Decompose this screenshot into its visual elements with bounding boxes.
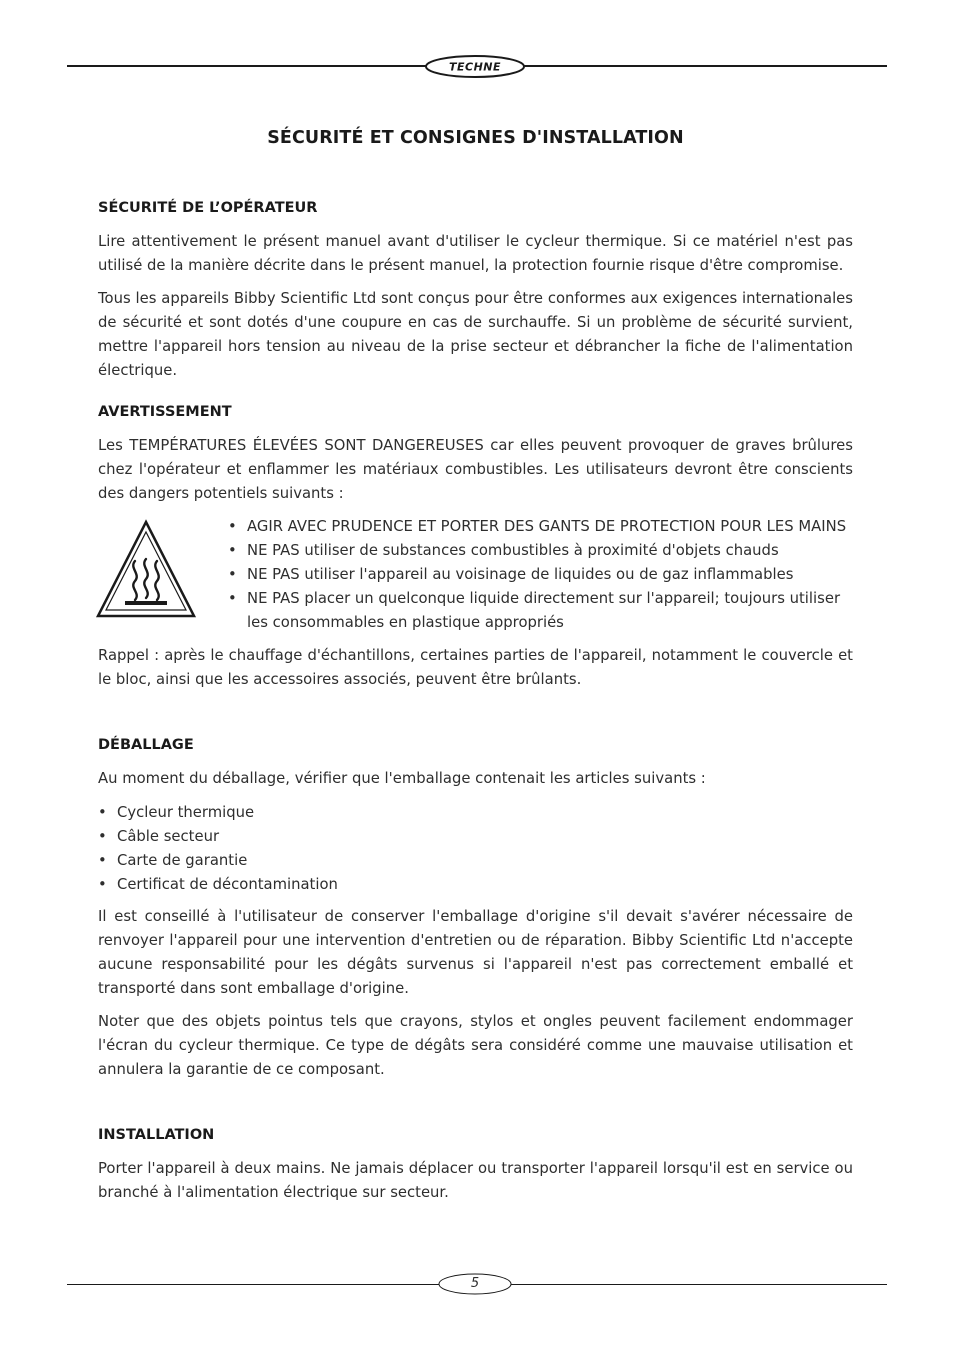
page-number: 5 (470, 1276, 480, 1291)
warning-list-item: • NE PAS utiliser de substances combustibles à proximité d'objets chauds (228, 539, 853, 563)
footer-rule-left (67, 1284, 440, 1285)
unpacking-list-item: • Câble secteur (98, 825, 498, 849)
installation-paragraph: Porter l'appareil à deux mains. Ne jamais déplacer ou transporter l'appareil lorsqu'il est en service ou branché à l'alimentation électrique sur secteur. (98, 1160, 853, 1201)
techne-logo (424, 54, 526, 79)
unpacking-intro: Au moment du déballage, vérifier que l'emballage contenait les articles suivants : (98, 770, 706, 787)
warning-reminder: Rappel : après le chauffage d'échantillons, certaines parties de l'appareil, notamment le couvercle et le bloc, ainsi que les accessoires associés, peuvent être brûlants. (98, 647, 853, 688)
operator-safety-paragraph-1: Lire attentivement le présent manuel avant d'utiliser le cycleur thermique. Si ce matériel n'est pas utilisé de la manière décrite dans le présent manuel, la protection fournie risque d'être compromise. (98, 233, 853, 274)
unpacking-paragraph-1: Il est conseillé à l'utilisateur de conserver l'emballage d'origine s'il devait s'avérer nécessaire de renvoyer l'appareil pour une intervention d'entretien ou de réparation. Bibby Scientific Ltd n'accepte aucune responsabilité pour les dégâts survenus si l'appareil n'est pas correctement emballé et transporté dans sont emballage d'origine. (98, 908, 853, 997)
section-title-installation: INSTALLATION (98, 1127, 215, 1143)
operator-safety-paragraph-2: Tous les appareils Bibby Scientific Ltd sont conçus pour être conformes aux exigences internationales de sécurité et sont dotés d'une coupure en cas de surchauffe. Si un problème de sécurité survient, mettre l'appareil hors tension au niveau de la prise secteur et débrancher la fiche de l'alimentation électrique. (98, 290, 853, 379)
warning-list-item: • AGIR AVEC PRUDENCE ET PORTER DES GANTS DE PROTECTION POUR LES MAINS (228, 515, 853, 539)
unpacking-list-item: • Carte de garantie (98, 849, 498, 873)
section-title-unpacking: DÉBALLAGE (98, 737, 194, 753)
unpacking-list-item: • Certificat de décontamination (98, 873, 498, 897)
footer-rule-right (510, 1284, 887, 1285)
unpacking-list-item: • Cycleur thermique (98, 801, 498, 825)
section-title-operator-safety: SÉCURITÉ DE L’OPÉRATEUR (98, 200, 318, 216)
header-rule-right (523, 65, 887, 67)
warning-list-item: • NE PAS utiliser l'appareil au voisinage de liquides ou de gaz inflammables (228, 563, 853, 587)
page-title: SÉCURITÉ ET CONSIGNES D'INSTALLATION (267, 128, 684, 148)
unpacking-list (98, 801, 498, 897)
header-rule-left (67, 65, 427, 67)
warning-list (228, 515, 853, 635)
warning-list-item: • NE PAS placer un quelconque liquide directement sur l'appareil; toujours utiliser les consommables en plastique appropriés (228, 587, 853, 635)
hot-surface-warning-icon (95, 519, 197, 619)
section-title-warning: AVERTISSEMENT (98, 404, 232, 420)
warning-paragraph: Les TEMPÉRATURES ÉLEVÉES SONT DANGEREUSES car elles peuvent provoquer de graves brûlures chez l'opérateur et enflammer les matériaux combustibles. Les utilisateurs devront être conscients des dangers potentiels suivants : (98, 437, 853, 502)
unpacking-paragraph-2: Noter que des objets pointus tels que crayons, stylos et ongles peuvent facilement endommager l'écran du cycleur thermique. Ce type de dégâts sera considéré comme une mauvaise utilisation et annulera la garantie de ce composant. (98, 1013, 853, 1078)
logo-text: TECHNE (448, 60, 502, 74)
